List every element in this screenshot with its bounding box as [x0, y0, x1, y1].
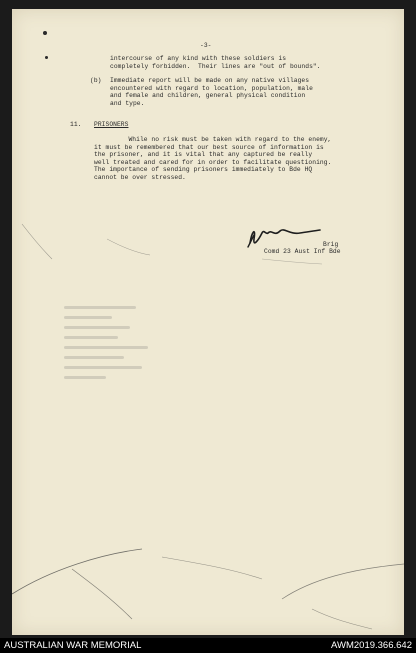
paragraph-b-text: Immediate report will be made on any native villages encountered with regard to location, population, male and female and children, general physical condition and type. — [110, 77, 313, 107]
footer-accession-number: AWM2019.366.642 — [331, 640, 412, 651]
document-page — [12, 9, 404, 635]
section-body: While no risk must be taken with regard to the enemy, it must be remembered that our best source of information is the prisoner, and it is vital that any captured be really well treated and cared for in order to facilitate questioning. The importance of sending prisoners immediately to Bde HQ cannot be over stressed. — [94, 136, 332, 181]
paragraph-b-label: (b) — [90, 77, 102, 84]
punch-hole — [43, 31, 47, 35]
page-number: -3- — [200, 42, 212, 49]
signature-title: Comd 23 Aust Inf Bde — [264, 248, 341, 255]
footer-source: AUSTRALIAN WAR MEMORIAL — [4, 640, 142, 651]
section-title: PRISONERS — [94, 121, 129, 128]
paper-crease-marks — [12, 9, 404, 635]
footer-bar — [0, 638, 416, 653]
paragraph-a-continuation: intercourse of any kind with these soldiers is completely forbidden. Their lines are "out of bounds". — [110, 55, 321, 70]
signature-rank: Brig — [323, 241, 339, 248]
punch-hole — [45, 56, 48, 59]
section-number: 11. — [70, 121, 82, 128]
